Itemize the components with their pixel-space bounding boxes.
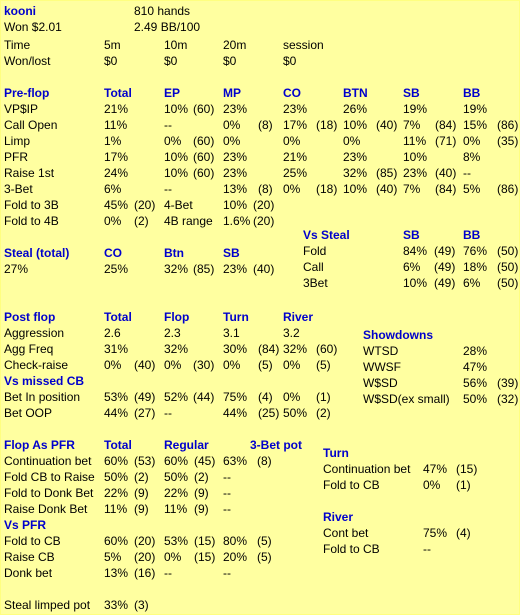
preflop-cell-ep: -- [164, 118, 172, 132]
vs-pfr-3bet-value: -- [223, 566, 231, 580]
four-bet-label: 4-Bet [164, 198, 193, 212]
vs-missed-cb-turn-sample: (4) [258, 390, 273, 404]
vs-missed-cb-river-value: 0% [283, 390, 301, 404]
vs-missed-cb-total-value: 44% [104, 406, 129, 420]
flop-pfr-regular-sample: (9) [194, 486, 209, 500]
preflop-row-label: 3-Bet [4, 182, 33, 196]
postflop-river-value: 0% [283, 358, 301, 372]
vs-missed-cb-flop-value: 52% [164, 390, 189, 404]
vs-pfr-3bet-sample: (5) [257, 550, 272, 564]
wonlost-5m: $0 [104, 54, 118, 68]
postflop-river-sample: (5) [316, 358, 331, 372]
showdown-row-label: W$SD(ex small) [363, 392, 450, 406]
preflop-row-label: VP$IP [4, 102, 39, 116]
preflop-cell-total: 21% [104, 102, 129, 116]
preflop-cell-total: 11% [104, 118, 128, 132]
wonlost-20m: $0 [223, 54, 237, 68]
postflop-flop-value: 0% [164, 358, 182, 372]
preflop-cell-bb-n: (86) [497, 182, 519, 196]
turn-sample: (15) [456, 462, 478, 476]
flop-pfr-total-sample: (2) [134, 470, 149, 484]
vs-pfr-regular-sample: (15) [194, 534, 216, 548]
showdown-row-label: WWSF [363, 360, 401, 374]
postflop-turn-sample: (5) [258, 358, 273, 372]
preflop-cell-sb: 7% [403, 118, 421, 132]
flop-pfr-regular-sample: (2) [194, 470, 209, 484]
fold-to-3b-sample: (20) [134, 198, 156, 212]
postflop-row-label: Aggression [4, 326, 65, 340]
vs-steal-bb-sample: (50) [497, 244, 519, 258]
preflop-cell-co: 0% [283, 182, 301, 196]
flop-pfr-regular-value: 11% [164, 502, 188, 516]
preflop-cell-sb: 19% [403, 102, 428, 116]
flop-pfr-row-label: Fold CB to Raise [4, 470, 95, 484]
vs-pfr-row-label: Donk bet [4, 566, 53, 580]
preflop-cell-sb: 11% [403, 134, 427, 148]
four-bet-sample: (20) [253, 198, 275, 212]
fold-to-4b-value: 0% [104, 214, 122, 228]
vs-steal-sb-sample: (49) [434, 276, 456, 290]
preflop-cell-total: 6% [104, 182, 122, 196]
vs-missed-cb-total-value: 53% [104, 390, 129, 404]
vs-pfr-total-value: 5% [104, 550, 122, 564]
vs-pfr-total-sample: (20) [134, 534, 156, 548]
preflop-cell-btn: 10% [343, 182, 368, 196]
vs-missed-cb-turn-sample: (25) [258, 406, 280, 420]
vs-steal-sb-value: 10% [403, 276, 428, 290]
preflop-cell-ep: 10% [164, 102, 189, 116]
steal-co-value: 25% [104, 262, 129, 276]
time-col-10m: 10m [164, 38, 188, 52]
vs-missed-cb-title: Vs missed CB [4, 374, 85, 388]
wonlost-session: $0 [283, 54, 297, 68]
vs-steal-row-label: 3Bet [303, 276, 328, 290]
postflop-total-sample: (40) [134, 358, 156, 372]
preflop-cell-sb-n: (71) [435, 134, 457, 148]
vs-pfr-regular-sample: (15) [194, 550, 216, 564]
vs-pfr-regular-value: 0% [164, 550, 182, 564]
preflop-cell-sb: 7% [403, 182, 421, 196]
wonlost-10m: $0 [164, 54, 178, 68]
preflop-row-label: Call Open [4, 118, 58, 132]
flop-pfr-header-3bet-pot: 3-Bet pot [250, 438, 302, 452]
flop-pfr-total-value: 50% [104, 470, 129, 484]
river-sample: (4) [456, 526, 471, 540]
postflop-river-value: 32% [283, 342, 308, 356]
preflop-cell-bb: 0% [463, 134, 481, 148]
preflop-cell-btn: 10% [343, 118, 368, 132]
preflop-cell-btn-n: (40) [376, 182, 398, 196]
showdown-row-label: W$SD [363, 376, 398, 390]
preflop-title: Pre-flop [4, 86, 50, 100]
turn-row-label: Fold to CB [323, 478, 380, 492]
preflop-cell-mp: 13% [223, 182, 248, 196]
time-col-session: session [283, 38, 324, 52]
preflop-header-co: CO [283, 86, 301, 100]
postflop-flop-sample: (30) [193, 358, 215, 372]
showdown-sample: (39) [497, 376, 519, 390]
turn-title: Turn [323, 446, 349, 460]
postflop-river-sample: (60) [316, 342, 338, 356]
four-bet-range-sample: (20) [253, 214, 275, 228]
vs-missed-cb-flop-value: -- [164, 406, 172, 420]
preflop-header-sb: SB [403, 86, 420, 100]
preflop-cell-bb: 8% [463, 150, 481, 164]
preflop-cell-total: 1% [104, 134, 122, 148]
vs-steal-sb-value: 6% [403, 260, 421, 274]
vs-steal-bb-sample: (50) [497, 276, 519, 290]
preflop-header-bb: BB [463, 86, 481, 100]
preflop-row-label: Limp [4, 134, 31, 148]
vs-pfr-total-sample: (20) [134, 550, 156, 564]
preflop-cell-bb: 15% [463, 118, 488, 132]
preflop-header-ep: EP [164, 86, 181, 100]
flop-pfr-title: Flop As PFR [4, 438, 75, 452]
player-name[interactable]: kooni [4, 4, 36, 18]
wonlost-label: Won/lost [4, 54, 51, 68]
preflop-cell-ep: 10% [164, 150, 189, 164]
vs-missed-cb-river-value: 50% [283, 406, 308, 420]
postflop-row-label: Check-raise [4, 358, 69, 372]
four-bet-range-label: 4B range [164, 214, 213, 228]
preflop-cell-co-n: (18) [316, 182, 338, 196]
turn-row-label: Continuation bet [323, 462, 411, 476]
preflop-cell-bb: 19% [463, 102, 488, 116]
steal-limped-pot-value: 33% [104, 598, 129, 612]
preflop-cell-mp: 0% [223, 118, 241, 132]
showdown-sample: (32) [497, 392, 519, 406]
flop-pfr-3bet-value: 63% [223, 454, 248, 468]
vs-missed-cb-river-sample: (1) [316, 390, 331, 404]
vs-missed-cb-row-label: Bet In position [4, 390, 81, 404]
preflop-cell-ep-n: (60) [193, 134, 215, 148]
flop-pfr-regular-value: 60% [164, 454, 189, 468]
preflop-cell-btn: 32% [343, 166, 368, 180]
turn-value: 0% [423, 478, 441, 492]
four-bet-value: 10% [223, 198, 248, 212]
preflop-cell-co-n: (18) [316, 118, 338, 132]
vs-steal-sb-value: 84% [403, 244, 428, 258]
preflop-row-label: Raise 1st [4, 166, 55, 180]
vs-pfr-row-label: Raise CB [4, 550, 55, 564]
turn-value: 47% [423, 462, 448, 476]
vs-pfr-regular-value: -- [164, 566, 172, 580]
steal-total-value: 27% [4, 262, 29, 276]
vs-steal-sb-sample: (49) [434, 244, 456, 258]
postflop-turn-value: 0% [223, 358, 241, 372]
steal-sb-value: 23% [223, 262, 248, 276]
steal-btn-value: 32% [164, 262, 189, 276]
vs-missed-cb-total-sample: (49) [134, 390, 156, 404]
preflop-cell-mp-n: (8) [258, 118, 273, 132]
preflop-cell-mp: 23% [223, 166, 248, 180]
four-bet-range-value: 1.6% [223, 214, 251, 228]
postflop-header-total: Total [104, 310, 132, 324]
flop-pfr-total-value: 60% [104, 454, 129, 468]
preflop-cell-co: 17% [283, 118, 308, 132]
preflop-cell-ep: 10% [164, 166, 189, 180]
vs-steal-sb-sample: (49) [434, 260, 456, 274]
vs-pfr-total-value: 13% [104, 566, 129, 580]
preflop-header-total: Total [104, 86, 132, 100]
preflop-cell-btn: 0% [343, 134, 361, 148]
flop-pfr-regular-sample: (9) [194, 502, 209, 516]
flop-pfr-regular-value: 50% [164, 470, 189, 484]
time-col-20m: 20m [223, 38, 247, 52]
preflop-cell-ep-n: (60) [193, 102, 215, 116]
postflop-row-label: Agg Freq [4, 342, 54, 356]
turn-sample: (1) [456, 478, 471, 492]
steal-limped-pot-sample: (3) [134, 598, 149, 612]
preflop-cell-mp: 0% [223, 134, 241, 148]
preflop-cell-ep: 0% [164, 134, 182, 148]
flop-pfr-total-sample: (53) [134, 454, 156, 468]
postflop-title: Post flop [4, 310, 56, 324]
steal-header-sb: SB [223, 246, 240, 260]
vs-pfr-3bet-value: 20% [223, 550, 248, 564]
river-row-label: Cont bet [323, 526, 369, 540]
postflop-header-turn: Turn [223, 310, 249, 324]
flop-pfr-total-value: 22% [104, 486, 129, 500]
vs-steal-row-label: Call [303, 260, 324, 274]
fold-to-3b-label: Fold to 3B [4, 198, 59, 212]
postflop-turn-value: 30% [223, 342, 248, 356]
postflop-river-value: 3.2 [283, 326, 300, 340]
postflop-total-value: 31% [104, 342, 129, 356]
steal-limped-pot-label: Steal limped pot [4, 598, 91, 612]
postflop-total-value: 0% [104, 358, 122, 372]
flop-pfr-3bet-value: -- [223, 470, 231, 484]
flop-pfr-regular-value: 22% [164, 486, 189, 500]
showdown-row-label: WTSD [363, 344, 399, 358]
river-title: River [323, 510, 354, 524]
postflop-turn-sample: (84) [258, 342, 280, 356]
flop-pfr-header-regular: Regular [164, 438, 209, 452]
river-value: -- [423, 542, 431, 556]
preflop-cell-sb: 23% [403, 166, 428, 180]
flop-pfr-total-sample: (9) [134, 486, 149, 500]
showdown-value: 28% [463, 344, 488, 358]
preflop-cell-co: 25% [283, 166, 308, 180]
hands-count: 810 hands [134, 4, 191, 18]
flop-pfr-header-total: Total [104, 438, 132, 452]
preflop-cell-mp: 23% [223, 150, 248, 164]
preflop-header-btn: BTN [343, 86, 368, 100]
postflop-flop-value: 2.3 [164, 326, 181, 340]
preflop-cell-co: 0% [283, 134, 301, 148]
preflop-cell-bb: 5% [463, 182, 481, 196]
postflop-total-value: 2.6 [104, 326, 121, 340]
vs-steal-title: Vs Steal [303, 228, 350, 242]
preflop-cell-btn-n: (40) [376, 118, 398, 132]
preflop-cell-sb-n: (40) [435, 166, 457, 180]
vs-pfr-title: Vs PFR [4, 518, 47, 532]
vs-steal-header-sb: SB [403, 228, 420, 242]
preflop-cell-btn: 23% [343, 150, 368, 164]
preflop-cell-co: 23% [283, 102, 308, 116]
preflop-header-mp: MP [223, 86, 241, 100]
vs-missed-cb-row-label: Bet OOP [4, 406, 53, 420]
vs-missed-cb-river-sample: (2) [316, 406, 331, 420]
preflop-cell-ep-n: (60) [193, 150, 215, 164]
vs-steal-bb-sample: (50) [497, 260, 519, 274]
flop-pfr-total-sample: (9) [134, 502, 149, 516]
preflop-cell-btn: 26% [343, 102, 368, 116]
vs-pfr-3bet-sample: (5) [257, 534, 272, 548]
vs-pfr-total-sample: (16) [134, 566, 156, 580]
river-row-label: Fold to CB [323, 542, 380, 556]
preflop-cell-bb: -- [463, 166, 471, 180]
fold-to-4b-label: Fold to 4B [4, 214, 59, 228]
preflop-cell-sb-n: (84) [435, 182, 457, 196]
preflop-cell-ep-n: (60) [193, 166, 215, 180]
vs-steal-bb-value: 76% [463, 244, 488, 258]
flop-pfr-regular-sample: (45) [194, 454, 216, 468]
preflop-cell-sb: 10% [403, 150, 428, 164]
won-amount: Won $2.01 [4, 20, 62, 34]
vs-steal-row-label: Fold [303, 244, 327, 258]
showdown-value: 47% [463, 360, 488, 374]
preflop-cell-ep: -- [164, 182, 172, 196]
flop-pfr-total-value: 11% [104, 502, 128, 516]
preflop-cell-bb-n: (86) [497, 118, 519, 132]
postflop-header-flop: Flop [164, 310, 190, 324]
steal-sb-sample: (40) [253, 262, 275, 276]
showdown-value: 56% [463, 376, 488, 390]
vs-pfr-total-value: 60% [104, 534, 129, 548]
postflop-flop-value: 32% [164, 342, 189, 356]
time-label: Time [4, 38, 31, 52]
preflop-cell-mp-n: (8) [258, 182, 273, 196]
showdowns-title: Showdowns [363, 328, 433, 342]
vs-missed-cb-total-sample: (27) [134, 406, 156, 420]
vs-steal-bb-value: 18% [463, 260, 488, 274]
preflop-cell-total: 17% [104, 150, 129, 164]
preflop-cell-bb-n: (35) [497, 134, 519, 148]
vs-pfr-regular-value: 53% [164, 534, 189, 548]
vs-steal-bb-value: 6% [463, 276, 481, 290]
flop-pfr-3bet-value: -- [223, 502, 231, 516]
preflop-cell-btn-n: (85) [376, 166, 398, 180]
fold-to-3b-value: 45% [104, 198, 129, 212]
vs-missed-cb-flop-sample: (44) [193, 390, 215, 404]
flop-pfr-row-label: Raise Donk Bet [4, 502, 88, 516]
bb-per-100: 2.49 BB/100 [134, 20, 201, 34]
vs-missed-cb-turn-value: 75% [223, 390, 248, 404]
postflop-turn-value: 3.1 [223, 326, 240, 340]
postflop-header-river: River [283, 310, 314, 324]
steal-header-btn: Btn [164, 246, 184, 260]
preflop-cell-mp: 23% [223, 102, 248, 116]
vs-steal-header-bb: BB [463, 228, 481, 242]
preflop-cell-co: 21% [283, 150, 308, 164]
steal-title: Steal (total) [4, 246, 70, 260]
steal-header-co: CO [104, 246, 122, 260]
vs-missed-cb-turn-value: 44% [223, 406, 248, 420]
fold-to-4b-sample: (2) [134, 214, 149, 228]
flop-pfr-row-label: Continuation bet [4, 454, 92, 468]
preflop-row-label: PFR [4, 150, 28, 164]
time-col-5m: 5m [104, 38, 121, 52]
flop-pfr-row-label: Fold to Donk Bet [4, 486, 94, 500]
river-value: 75% [423, 526, 448, 540]
preflop-cell-sb-n: (84) [435, 118, 457, 132]
vs-pfr-row-label: Fold to CB [4, 534, 61, 548]
flop-pfr-3bet-value: -- [223, 486, 231, 500]
flop-pfr-3bet-sample: (8) [257, 454, 272, 468]
steal-btn-sample: (85) [193, 262, 215, 276]
showdown-value: 50% [463, 392, 488, 406]
preflop-cell-total: 24% [104, 166, 129, 180]
vs-pfr-3bet-value: 80% [223, 534, 248, 548]
